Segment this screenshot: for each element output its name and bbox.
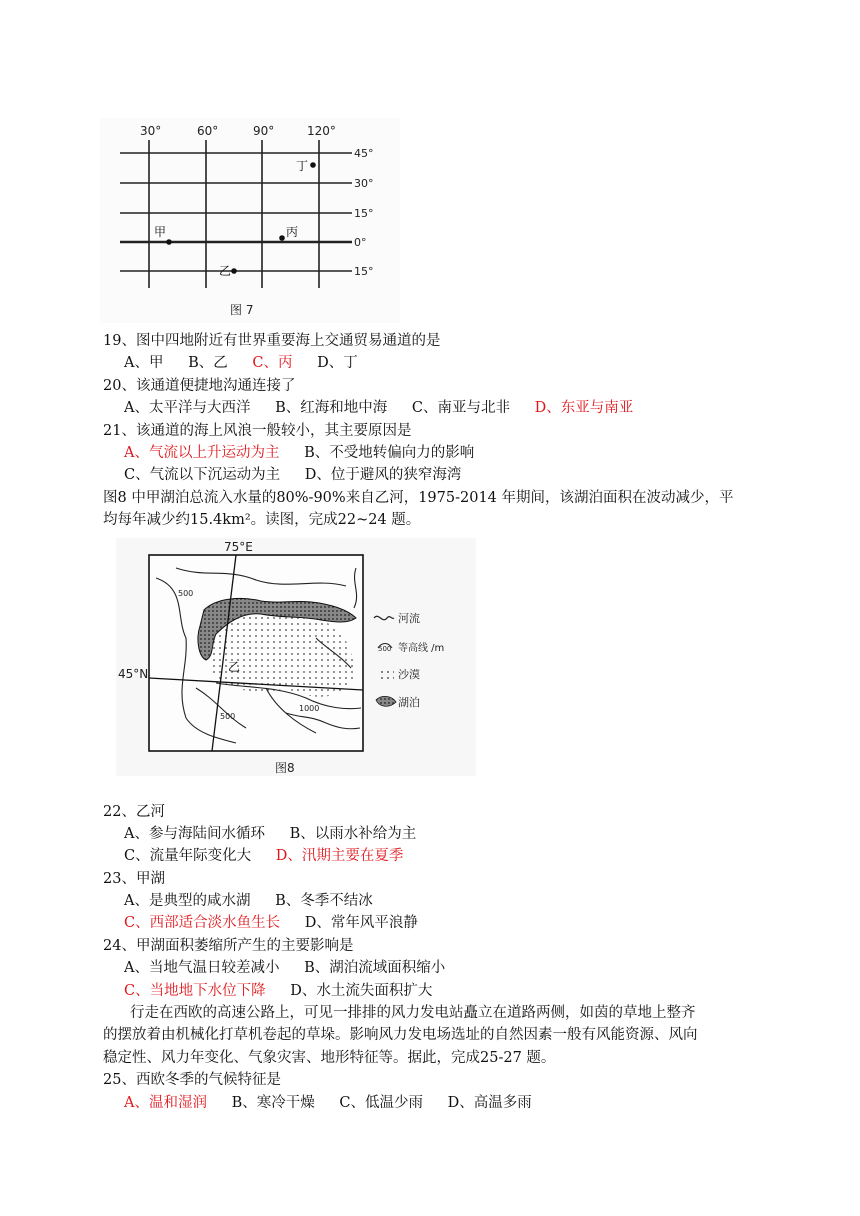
q24-options-row2 xyxy=(103,980,765,1002)
q21-option-d: D、位于避风的狭窄海湾 xyxy=(304,467,462,484)
q20-stem: 20、该通道便捷地沟通连接了 xyxy=(103,377,296,394)
q19-options xyxy=(103,352,765,374)
lat-label-15s: 15° xyxy=(354,265,374,278)
intro-q25-line3: 稳定性、风力年变化、气象灾害、地形特征等。据此，完成25-27 题。 xyxy=(103,1049,556,1066)
lat-label-15n: 15° xyxy=(354,207,374,220)
figure-8-spacer xyxy=(103,532,765,801)
q25-option-b: B、寒冷干燥 xyxy=(231,1094,315,1111)
q19-option-c-answer: C、丙 xyxy=(252,355,293,372)
point-yi-dot xyxy=(231,268,237,274)
q23-option-b: B、冬季不结冰 xyxy=(275,893,373,910)
q20-options xyxy=(103,397,765,419)
q20-option-b: B、红海和地中海 xyxy=(275,400,388,417)
fig8-contour-1000: 1000 xyxy=(299,704,320,713)
intro-q25-line1: 行走在西欧的高速公路上，可见一排排的风力发电站矗立在道路两侧，如茵的草地上整齐 xyxy=(130,1005,696,1022)
q23-options-row1 xyxy=(103,890,765,912)
q19-option-a: A、甲 xyxy=(124,355,164,372)
point-bing-dot xyxy=(279,235,285,241)
q24-option-c-answer: C、当地地下水位下降 xyxy=(124,982,266,999)
q21-options-row1 xyxy=(103,442,765,464)
q24-option-d: D、水土流失面积扩大 xyxy=(290,982,433,999)
q19-option-d: D、丁 xyxy=(317,355,358,372)
legend-river: 河流 xyxy=(398,612,420,625)
q21-options-row2 xyxy=(103,464,765,486)
fig8-lat-label: 45°N xyxy=(118,667,149,681)
q22-options-row2 xyxy=(103,845,765,867)
fig8-lon-label: 75°E xyxy=(224,540,253,554)
q22-stem: 22、乙河 xyxy=(103,803,165,820)
q23-option-d: D、常年风平浪静 xyxy=(304,915,418,932)
q22-option-a: A、参与海陆间水循环 xyxy=(124,825,265,842)
q25-stem: 25、西欧冬季的气候特征是 xyxy=(103,1072,281,1089)
point-yi-label: 乙 xyxy=(219,264,232,278)
intro-q25-line2: 的摆放着由机械化打草机卷起的草垛。影响风力发电场选址的自然因素一般有风能资源、风向 xyxy=(103,1027,698,1044)
q25-option-d: D、高温多雨 xyxy=(447,1094,532,1111)
fig8-river-yi-label: 乙 xyxy=(228,660,241,674)
q25-option-c: C、低温少雨 xyxy=(339,1094,423,1111)
q24-option-a: A、当地气温日较差减小 xyxy=(124,960,280,977)
q21-option-c: C、气流以下沉运动为主 xyxy=(124,467,281,484)
point-ding-label: 丁 xyxy=(296,159,309,173)
q22-option-d-answer: D、汛期主要在夏季 xyxy=(275,848,404,865)
q25-option-a-answer: A、温和湿润 xyxy=(124,1094,207,1111)
figure-7-map xyxy=(100,118,400,323)
q19-option-b: B、乙 xyxy=(188,355,228,372)
q20-option-d-answer: D、东亚与南亚 xyxy=(534,400,634,417)
intro-fig8-line2: 均每年减少约15.4km²。读图，完成22~24 题。 xyxy=(103,512,421,529)
fig8-contour-500-bottom: 500 xyxy=(220,712,236,721)
legend-contour: 等高线 /m xyxy=(398,643,445,654)
intro-fig8-line1: 图8 中甲湖泊总流入水量的80%-90%来自乙河，1975-2014 年期间，该湖泊面积在波动减少，平 xyxy=(103,489,734,506)
lon-label-120: 120° xyxy=(307,124,336,138)
figure-7 xyxy=(100,118,400,323)
legend-desert: 沙漠 xyxy=(398,668,420,681)
lon-label-60: 60° xyxy=(197,124,219,138)
fig8-contour-500-top: 500 xyxy=(178,589,194,598)
q22-option-b: B、以雨水补给为主 xyxy=(289,825,417,842)
figure-7-caption: 图 7 xyxy=(230,303,254,317)
figure-8-caption: 图8 xyxy=(275,761,295,775)
q23-option-a: A、是典型的咸水湖 xyxy=(124,893,251,910)
legend-lake: 湖泊 xyxy=(398,696,420,709)
q24-options-row1 xyxy=(103,957,765,979)
q21-option-a-answer: A、气流以上升运动为主 xyxy=(124,444,280,461)
q19-stem: 19、图中四地附近有世界重要海上交通贸易通道的是 xyxy=(103,333,441,349)
point-bing-label: 丙 xyxy=(286,225,299,239)
lat-label-0: 0° xyxy=(354,236,367,249)
q20-option-c: C、南亚与北非 xyxy=(411,400,510,417)
q23-options-row2 xyxy=(103,912,765,934)
q23-option-c-answer: C、西部适合淡水鱼生长 xyxy=(124,915,281,932)
lon-label-90: 90° xyxy=(253,124,275,138)
q20-option-a: A、太平洋与大西洋 xyxy=(124,400,251,417)
q21-option-b: B、不受地转偏向力的影响 xyxy=(304,444,475,461)
q24-option-b: B、湖泊流域面积缩小 xyxy=(304,960,446,977)
q22-option-c: C、流量年际变化大 xyxy=(124,848,252,865)
q22-options-row1 xyxy=(103,823,765,845)
lon-label-30: 30° xyxy=(140,124,162,138)
point-ding-dot xyxy=(310,162,316,168)
q23-stem: 23、甲湖 xyxy=(103,870,165,887)
legend-contour-sample: 500 xyxy=(378,645,392,653)
question-text xyxy=(103,330,765,1114)
lat-label-45: 45° xyxy=(354,147,374,160)
q25-options xyxy=(103,1092,765,1114)
point-jia-label: 甲 xyxy=(154,225,167,239)
point-jia-dot xyxy=(166,239,172,245)
q21-stem: 21、该通道的海上风浪一般较小，其主要原因是 xyxy=(103,422,412,439)
q24-stem: 24、甲湖面积萎缩所产生的主要影响是 xyxy=(103,937,354,954)
lat-label-30: 30° xyxy=(354,177,374,190)
